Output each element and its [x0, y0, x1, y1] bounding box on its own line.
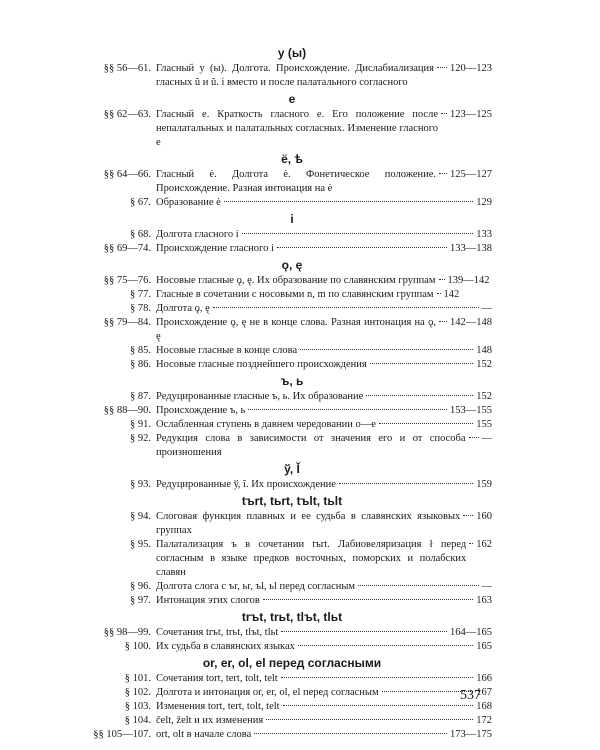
section-number: §§ 64—66.: [103, 169, 151, 180]
page-ref: 163: [476, 595, 492, 606]
entry-text: Изменения tort, tert, tolt, telt: [156, 701, 280, 712]
section-heading-liquids-reduced: trъt, trьt, tlъt, tlьt: [241, 610, 343, 624]
page-ref: 142: [443, 289, 460, 300]
section-number: § 68.: [130, 229, 151, 240]
section-number: §§ 75—76.: [103, 275, 151, 286]
section-number: §§ 88—90.: [103, 405, 151, 416]
toc-entry: [92, 580, 492, 594]
toc-entry: [92, 672, 492, 686]
toc-entry: [92, 510, 492, 538]
page-ref: 120—123: [450, 63, 492, 74]
page-ref: 123—125: [450, 109, 492, 120]
page-ref: 166: [476, 673, 492, 684]
section-number: § 100.: [124, 641, 151, 652]
toc-entry: [92, 390, 492, 404]
page-ref: 153—155: [450, 405, 492, 416]
section-number: § 102.: [124, 687, 151, 698]
section-number: §§ 56—61.: [103, 63, 151, 74]
entry-text: Ослабленная ступень в давнем чередовании о—е: [156, 419, 376, 430]
page-ref: —: [481, 433, 492, 444]
entry-text: Происхождение гласного i: [156, 243, 274, 254]
entry-text: Носовые гласные в конце слова: [156, 345, 298, 356]
entry-text: Происхождение ǫ, ę не в конце слова. Разная интонация на ǫ, ę: [156, 317, 436, 342]
toc-entry: [92, 478, 492, 492]
toc-entry: [92, 432, 492, 460]
toc-entry: [92, 196, 492, 210]
section-heading-e: е: [288, 92, 296, 106]
toc-entry: [92, 404, 492, 418]
page-ref: 159: [476, 479, 492, 490]
section-heading-u: у (ы): [277, 46, 307, 60]
toc-entry: [92, 538, 492, 580]
section-number: § 91.: [130, 419, 151, 430]
entry-text: Палатализация ъ в сочетании tъrt. Лабиовеляризация ł перед согласным в языке предков восточных, поморских и полабских славян: [156, 539, 467, 578]
section-number: § 92.: [130, 433, 151, 444]
toc-entry: [92, 714, 492, 728]
section-number: § 103.: [124, 701, 151, 712]
section-number: § 87.: [130, 391, 151, 402]
entry-text: Редуцированные гласные ъ, ь. Их образование: [156, 391, 364, 402]
entry-text: Сочетания tort, tert, tolt, telt: [156, 673, 278, 684]
section-number: § 78.: [130, 303, 151, 314]
section-number: § 94.: [130, 511, 151, 522]
section-number: § 85.: [130, 345, 151, 356]
page-ref: 142—148: [450, 317, 492, 328]
section-heading-yers: ъ, ь: [280, 374, 304, 388]
toc-entry: [92, 728, 492, 742]
section-number: § 86.: [130, 359, 151, 370]
toc-entry: [92, 626, 492, 640]
entry-text: Носовые гласные ǫ, ę. Их образование по славянским группам: [156, 275, 436, 286]
entry-text: Долгота ǫ, ę: [156, 303, 210, 314]
section-number: § 93.: [130, 479, 151, 490]
section-number: §§ 79—84.: [103, 317, 151, 328]
entry-text: Интонация этих слогов: [156, 595, 260, 606]
toc-entry: [92, 288, 492, 302]
entry-text: Носовые гласные позднейшего происхождения: [156, 359, 367, 370]
toc-entry: [92, 242, 492, 256]
entry-text: Образование ė: [156, 197, 221, 208]
toc-entry: [92, 418, 492, 432]
page-ref: 152: [476, 391, 492, 402]
section-number: § 95.: [130, 539, 151, 550]
page-ref: 160: [476, 511, 492, 522]
toc-entry: [92, 700, 492, 714]
entry-text: Редукция слова в зависимости от значения его и от способа произношения: [156, 433, 466, 458]
entry-text: Долгота гласного i: [156, 229, 239, 240]
page-ref: 172: [476, 715, 492, 726]
toc-entry: [92, 344, 492, 358]
table-of-contents: [92, 44, 492, 742]
section-heading-nasals: ǫ, ę: [281, 258, 303, 272]
toc-entry: [92, 108, 492, 150]
section-number: § 67.: [130, 197, 151, 208]
entry-text: Их судьба в славянских языках: [156, 641, 295, 652]
entry-text: Редуцированные ў, ĭ. Их происхождение: [156, 479, 336, 490]
page-ref: 152: [476, 359, 492, 370]
page-ref: 162: [476, 539, 492, 550]
page-ref: —: [481, 303, 492, 314]
section-number: § 96.: [130, 581, 151, 592]
page-ref: 155: [476, 419, 492, 430]
section-number: § 104.: [124, 715, 151, 726]
page-ref: 125—127: [450, 169, 492, 180]
section-number: §§ 105—107.: [93, 729, 151, 740]
entry-text: čelt, želt и их изменения: [156, 715, 264, 726]
toc-entry: [92, 168, 492, 196]
toc-entry: [92, 686, 492, 700]
page-ref: 165: [476, 641, 492, 652]
section-number: § 97.: [130, 595, 151, 606]
entry-text: Гласный у (ы). Долгота. Происхождение. Дислабиализация гласных ŭ и ŭ. i вместо и после палатального согласного: [156, 63, 434, 88]
section-number: § 101.: [124, 673, 151, 684]
section-heading-liquids-syllabic: tъrt, tьrt, tъlt, tьlt: [241, 494, 343, 508]
toc-entry: [92, 302, 492, 316]
section-heading-liquid-diphthongs: or, er, ol, el перед согласными: [202, 656, 382, 670]
section-heading-e-dots: ё, ѣ: [281, 152, 303, 166]
page-ref: 173—175: [450, 729, 492, 740]
entry-text: Долгота слога с ъr, ьr, ъl, ьl перед согласным: [156, 581, 356, 592]
page-ref: 167: [476, 687, 492, 698]
section-number: §§ 69—74.: [103, 243, 151, 254]
toc-entry: [92, 62, 492, 90]
entry-text: ort, olt в начале слова: [156, 729, 252, 740]
page-ref: 168: [476, 701, 492, 712]
page-ref: 133: [476, 229, 492, 240]
entry-text: Гласный ė. Долгота ė. Фонетическое положение. Происхождение. Разная интонация на ė: [156, 169, 436, 194]
page-ref: 129: [476, 197, 492, 208]
section-number: § 77.: [130, 289, 151, 300]
entry-text: Сочетания trъt, trьt, tlъt, tlьt: [156, 627, 279, 638]
section-heading-i: i: [290, 212, 294, 226]
toc-entry: [92, 594, 492, 608]
page-ref: 164—165: [450, 627, 492, 638]
page-number: 537: [460, 688, 481, 703]
toc-entry: [92, 358, 492, 372]
entry-text: Происхождение ъ, ь: [156, 405, 246, 416]
toc-entry: [92, 228, 492, 242]
section-heading-reduced: ў, Ĭ: [284, 462, 300, 476]
page-ref: 148: [476, 345, 492, 356]
entry-text: Гласные в сочетании с носовыми n, m по славянским группам: [156, 289, 434, 300]
toc-entry: [92, 640, 492, 654]
entry-text: Гласный е. Краткость гласного е. Его положение после непалатальных и палатальных согласных. Изменение гласного е: [156, 109, 438, 148]
section-number: §§ 62—63.: [103, 109, 151, 120]
page-ref: —: [481, 581, 492, 592]
toc-entry: [92, 316, 492, 344]
page-ref: 133—138: [450, 243, 492, 254]
section-number: §§ 98—99.: [103, 627, 151, 638]
page-ref: 139—142: [447, 275, 490, 286]
entry-text: Слоговая функция плавных и ее судьба в славянских языковых группах: [156, 511, 461, 536]
toc-entry: [92, 274, 492, 288]
entry-text: Долгота и интонация or, er, ol, el перед согласным: [156, 687, 379, 698]
